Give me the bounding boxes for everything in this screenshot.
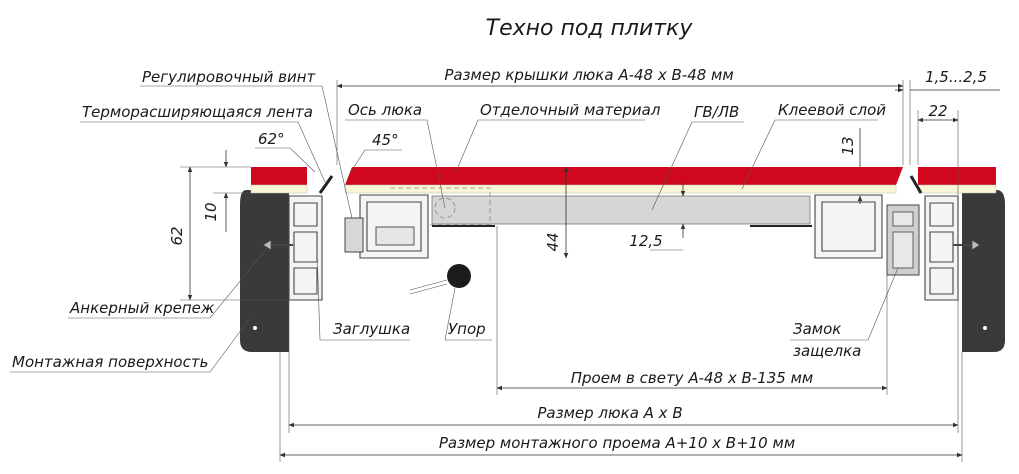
mount-wall-left: [240, 190, 289, 352]
label-thermal-tape: Терморасширяющаяся лента: [82, 103, 313, 121]
label-stop: Упор: [448, 320, 486, 338]
dim-62-label: 62: [168, 226, 186, 246]
frame-profile-right: [925, 196, 958, 300]
tile-left: [251, 167, 307, 185]
glue-left: [251, 185, 307, 193]
glue-right: [918, 185, 996, 193]
label-mount-surface: Монтажная поверхность: [12, 353, 209, 371]
lid-tile: [345, 167, 903, 185]
dim-clear-opening-label: Проем в свету А-48 х В-135 мм: [570, 369, 814, 387]
gvlv-board: [432, 196, 810, 224]
label-angle-45: 45°: [372, 131, 399, 149]
leader-finish: [455, 120, 645, 174]
frame-profile-left: [289, 196, 322, 300]
label-anchor: Анкерный крепеж: [70, 299, 215, 317]
label-adjust-screw: Регулировочный винт: [142, 68, 316, 86]
drawing-title: Техно под плитку: [485, 16, 693, 41]
dim-22-label: 22: [928, 102, 948, 120]
dim-12-5-label: 12,5: [629, 232, 663, 250]
label-angle-62: 62°: [258, 130, 285, 148]
stop-knob: [447, 264, 471, 288]
dim-mount-opening-label: Размер монтажного проема А+10 х В+10 мм: [438, 434, 796, 452]
label-lock-line1: Замок: [793, 320, 842, 338]
dim-13-label: 13: [839, 136, 857, 156]
dim-gap-label: 1,5...2,5: [924, 68, 988, 86]
thermal-tape-left: [320, 176, 332, 193]
dim-gap: [895, 80, 1000, 165]
wall-marker-right: [983, 326, 987, 330]
label-axis: Ось люка: [348, 101, 423, 119]
label-gvlv: ГВ/ЛВ: [694, 103, 740, 121]
wall-marker-left: [253, 326, 257, 330]
dim-lid-size: [337, 80, 903, 165]
lid-profile-left: [345, 195, 428, 258]
tile-right: [918, 167, 996, 185]
label-plug: Заглушка: [333, 320, 411, 338]
dim-lid-size-label: Размер крышки люка А-48 х В-48 мм: [444, 66, 734, 84]
lid-glue-layer: [345, 185, 896, 193]
label-glue: Клеевой слой: [778, 101, 886, 119]
latch-lock: [887, 205, 919, 275]
label-finish: Отделочный материал: [480, 101, 661, 119]
dim-44-label: 44: [544, 232, 562, 252]
lid-profile-right: [815, 195, 882, 258]
dim-10-label: 10: [202, 202, 220, 222]
stop-arm: [410, 280, 447, 294]
label-lock-line2: защелка: [793, 342, 862, 360]
dim-hatch-size-label: Размер люка А х В: [537, 404, 683, 422]
